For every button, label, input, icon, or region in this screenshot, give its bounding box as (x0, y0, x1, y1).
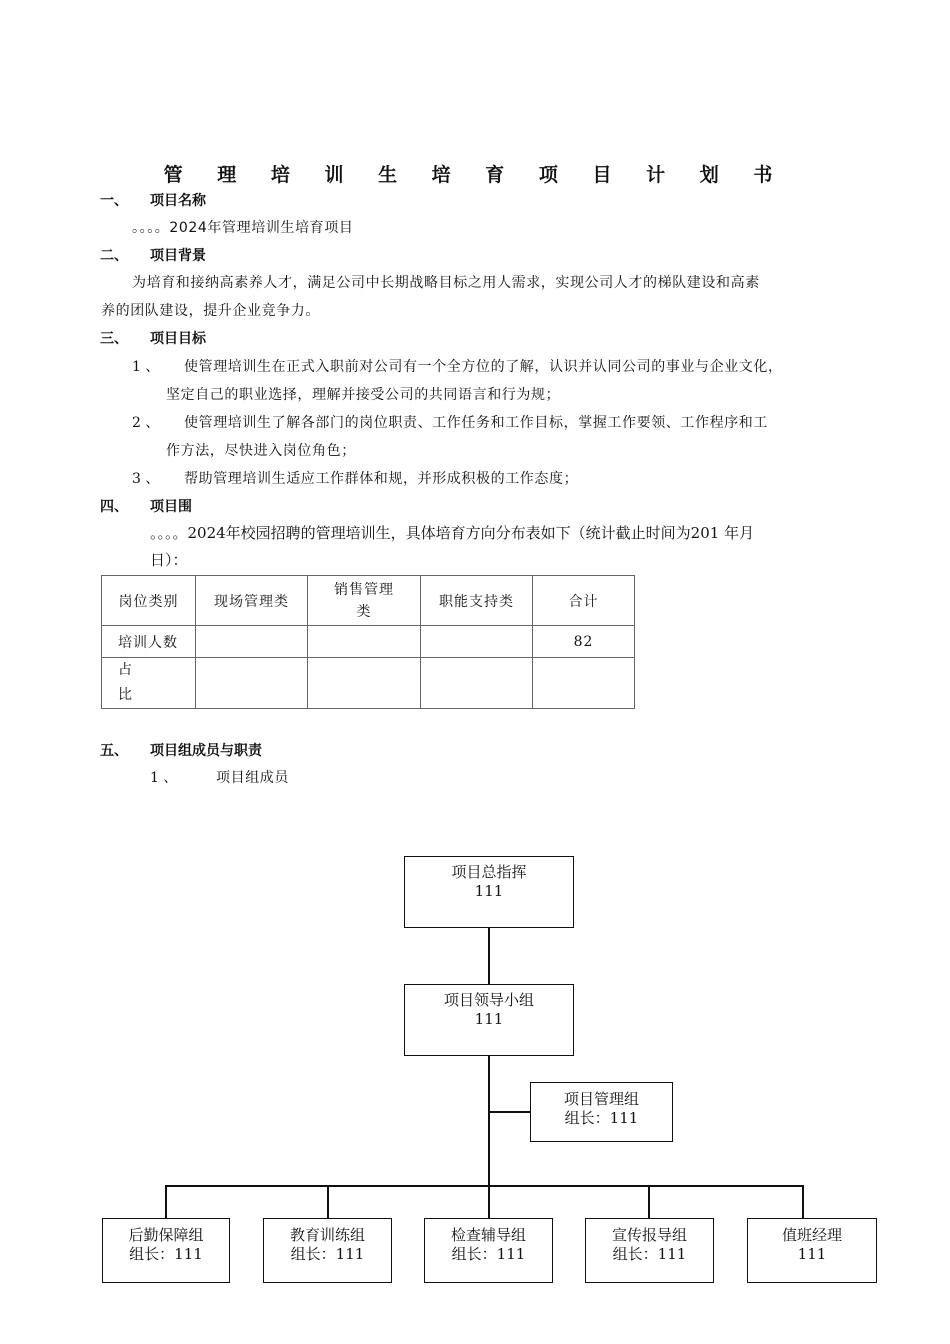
connector-group-1 (165, 1185, 167, 1219)
goal-2-number: 2 、 (132, 415, 160, 431)
org-box-logistics (102, 1218, 230, 1283)
table-cell (533, 658, 635, 709)
org-box-value: 组长：111 (451, 1245, 526, 1263)
org-box-value: 组长：111 (129, 1245, 203, 1263)
table-cell (308, 626, 421, 658)
header-sales-line-2: 类 (356, 603, 372, 620)
section-5-number: 五、 (100, 743, 128, 759)
goal-1-line-2: 坚定自己的职业选择，理解并接受公司的共同语言和行为规； (166, 387, 561, 403)
goal-1-number: 1 、 (132, 359, 160, 375)
org-box-value: 组长：111 (612, 1245, 687, 1263)
section-1-text: 。。。。2024年管理培训生培育项目 (132, 220, 354, 236)
section-3-title: 项目目标 (150, 331, 206, 347)
section-4-number: 四、 (100, 499, 128, 515)
row-trainees-total: 82 (533, 626, 635, 658)
connector-commander-leadership (488, 927, 490, 985)
org-box-title: 值班经理 (781, 1226, 842, 1244)
connector-group-2 (327, 1185, 329, 1219)
header-functional-support: 职能支持类 (421, 576, 533, 626)
table-cell (421, 626, 533, 658)
goal-2-line-1: 使管理培训生了解各部门的岗位职责、工作任务和工作目标，掌握工作要领、工作程序和工 (184, 415, 768, 431)
row-ratio-label (102, 658, 196, 709)
header-category: 岗位类别 (102, 576, 196, 626)
connector-leadership-trunk (488, 1055, 490, 1186)
section-5-sub-title: 项目组成员 (216, 770, 289, 786)
org-box-title: 项目管理组 (563, 1090, 639, 1108)
section-5-sub-number: 1 、 (150, 770, 178, 786)
section-4-title: 项目围 (150, 499, 192, 515)
org-box-title: 项目总指挥 (451, 863, 527, 881)
connector-group-4 (648, 1185, 650, 1219)
org-box-value: 组长：111 (564, 1109, 639, 1127)
table-cell (308, 658, 421, 709)
document-title: 管 理 培 训 生 培 育 项 目 计 划 书 (163, 164, 787, 186)
connector-groups-bar (165, 1185, 803, 1187)
goal-3-number: 3 、 (132, 471, 160, 487)
org-box-inspection (424, 1218, 553, 1283)
header-total: 合计 (533, 576, 635, 626)
connector-management-branch (489, 1111, 531, 1113)
table-header-row (102, 576, 635, 626)
org-box-title: 项目领导小组 (443, 991, 534, 1009)
org-box-publicity (585, 1218, 714, 1283)
org-box-duty-manager (747, 1218, 877, 1283)
section-4-line-1: 。。。。2024年校园招聘的管理培训生，具体培育方向分布表如下（统计截止时间为201 年月 (150, 524, 755, 542)
section-2-title: 项目背景 (150, 248, 206, 264)
org-box-value: 111 (797, 1245, 827, 1263)
header-sales-line-1: 销售管理 (334, 581, 394, 598)
org-box-training (263, 1218, 392, 1283)
section-1-title: 项目名称 (150, 193, 206, 209)
row-ratio-label-top: 占 (118, 662, 133, 678)
header-field-management: 现场管理类 (196, 576, 308, 626)
connector-group-3 (488, 1185, 490, 1219)
goal-3-line-1: 帮助管理培训生适应工作群体和规，并形成积极的工作态度； (184, 471, 579, 487)
table-row (102, 658, 635, 709)
org-box-value: 111 (474, 1010, 504, 1028)
section-3-number: 三、 (100, 331, 128, 347)
org-box-title: 后勤保障组 (128, 1226, 204, 1244)
org-box-value: 组长：111 (290, 1245, 365, 1263)
row-ratio-label-bottom: 比 (118, 687, 133, 703)
table-cell (196, 658, 308, 709)
goal-2-line-2: 作方法，尽快进入岗位角色； (166, 443, 356, 459)
section-5-title: 项目组成员与职责 (150, 743, 262, 759)
section-1-number: 一、 (100, 193, 128, 209)
table-cell (421, 658, 533, 709)
org-box-management (530, 1082, 673, 1142)
goal-1-line-1: 使管理培训生在正式入职前对公司有一个全方位的了解，认识并认同公司的事业与企业文化， (184, 359, 783, 375)
org-box-title: 检查辅导组 (450, 1226, 526, 1244)
section-2-number: 二、 (100, 248, 128, 264)
section-4-line-2: 日）： (150, 551, 188, 569)
table-cell (196, 626, 308, 658)
org-box-commander (404, 856, 574, 928)
org-box-title: 宣传报导组 (611, 1226, 687, 1244)
org-box-leadership (404, 984, 574, 1056)
connector-group-5 (802, 1185, 804, 1219)
row-trainees-label: 培训人数 (102, 626, 196, 658)
section-2-line-2: 养的团队建设，提升企业竞争力。 (101, 303, 320, 319)
org-box-title: 教育训练组 (289, 1226, 365, 1244)
org-box-value: 111 (474, 882, 504, 900)
header-sales-management (308, 576, 421, 626)
table-row (102, 626, 635, 658)
section-2-line-1: 为培育和接纳高素养人才，满足公司中长期战略目标之用人需求，实现公司人才的梯队建设和高素 (132, 275, 760, 291)
distribution-table (101, 575, 635, 709)
